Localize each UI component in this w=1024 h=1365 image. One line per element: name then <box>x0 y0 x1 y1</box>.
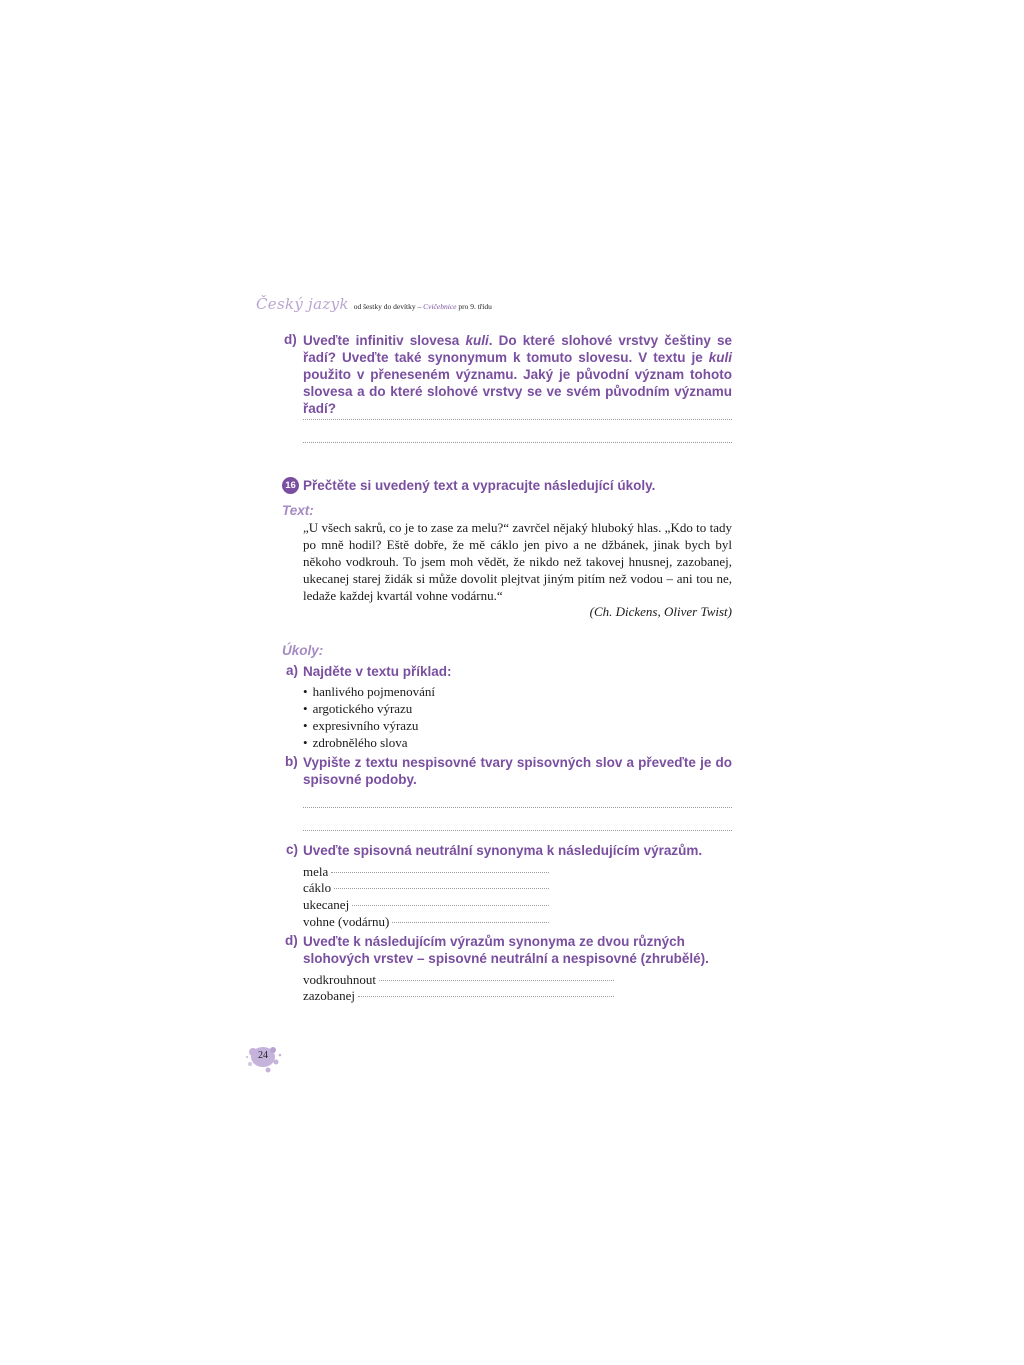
book-logo: Český jazyk <box>256 295 349 313</box>
task-a-question: Najděte v textu příklad: <box>303 664 452 679</box>
fill-row <box>303 896 549 913</box>
fill-word: mela <box>303 864 329 879</box>
fill-word: ukecanej <box>303 897 350 912</box>
answer-line[interactable] <box>303 442 732 443</box>
example-list <box>303 683 435 751</box>
task-d-question: Uveďte infinitiv slovesa kuli. Do které slohové vrstvy češtiny se řadí? Uveďte také synonymum k tomuto slovesu. V textu je kuli použito v přeneseném významu. Jaký je původní význam tohoto slovesa a do které slohové vrstvy se ve svém původním významu řadí? <box>303 333 732 416</box>
fill-blank[interactable] <box>334 888 549 889</box>
fill-row <box>303 987 614 1004</box>
task-d2-label: d) <box>285 933 298 948</box>
task-16-instruction: Přečtěte si uvedený text a vypracujte následující úkoly. <box>303 478 656 493</box>
task-b-label: b) <box>285 754 298 769</box>
fill-word: cáklo <box>303 880 332 895</box>
task-number-badge: 16 <box>282 477 299 494</box>
fill-row <box>303 913 549 930</box>
fill-row <box>303 971 614 988</box>
answer-line[interactable] <box>303 419 732 420</box>
fill-row <box>303 879 549 896</box>
fill-row <box>303 863 549 880</box>
fill-blank[interactable] <box>331 872 549 873</box>
fill-word: vodkrouhnout <box>303 972 376 987</box>
list-item: • expresivního výrazu <box>303 717 435 734</box>
answer-line[interactable] <box>303 830 732 831</box>
page-number-splash <box>244 1040 284 1076</box>
tasks-label: Úkoly: <box>282 643 324 658</box>
task-b-question: Vypište z textu nespisovné tvary spisovných slov a převeďte je do spisovné podoby. <box>303 755 732 787</box>
task-c-question: Uveďte spisovná neutrální synonyma k následujícím výrazům. <box>303 843 703 858</box>
task-c-label: c) <box>286 842 299 857</box>
citation: (Ch. Dickens, Oliver Twist) <box>589 604 732 619</box>
list-item: • argotického výrazu <box>303 700 435 717</box>
task-d-label: d) <box>284 332 297 347</box>
list-item: • zdrobnělého slova <box>303 734 435 751</box>
fill-blank[interactable] <box>352 905 549 906</box>
page-header <box>256 295 492 313</box>
fill-blank[interactable] <box>358 996 614 997</box>
page-number: 24 <box>258 1050 268 1061</box>
header-subtitle: od šestky do devítky – Cvičebnice pro 9. třídu <box>353 302 492 311</box>
answer-line[interactable] <box>303 807 732 808</box>
fill-blank[interactable] <box>392 922 549 923</box>
text-label: Text: <box>282 503 314 518</box>
list-item: • hanlivého pojmenování <box>303 683 435 700</box>
fill-blank[interactable] <box>379 980 614 981</box>
task-d2-question: Uveďte k následujícím výrazům synonyma ze dvou různých slohových vrstev – spisovné neutrální a nespisovné (zhrubělé). <box>303 934 709 966</box>
task-a-label: a) <box>286 663 299 678</box>
fill-word: zazobanej <box>303 988 355 1003</box>
fill-word: vohne (vodárnu) <box>303 914 390 929</box>
literary-passage: „U všech sakrů, co je to zase za melu?“ zavrčel nějaký hluboký hlas. „Kdo to tady po mně hodil? Eště dobře, že mě cáklo jen pivo a ne džbánek, jinak bych byl někoho vodkrouh. To jsem moh vědět, že nikdo než takovej hnusnej, zazobanej, ukecanej starej židák si může dovolit plejtvat jiným pitím než vodou – ani tou ne, ledaže každej kvartál vohne vodárnu.“ <box>303 520 732 603</box>
